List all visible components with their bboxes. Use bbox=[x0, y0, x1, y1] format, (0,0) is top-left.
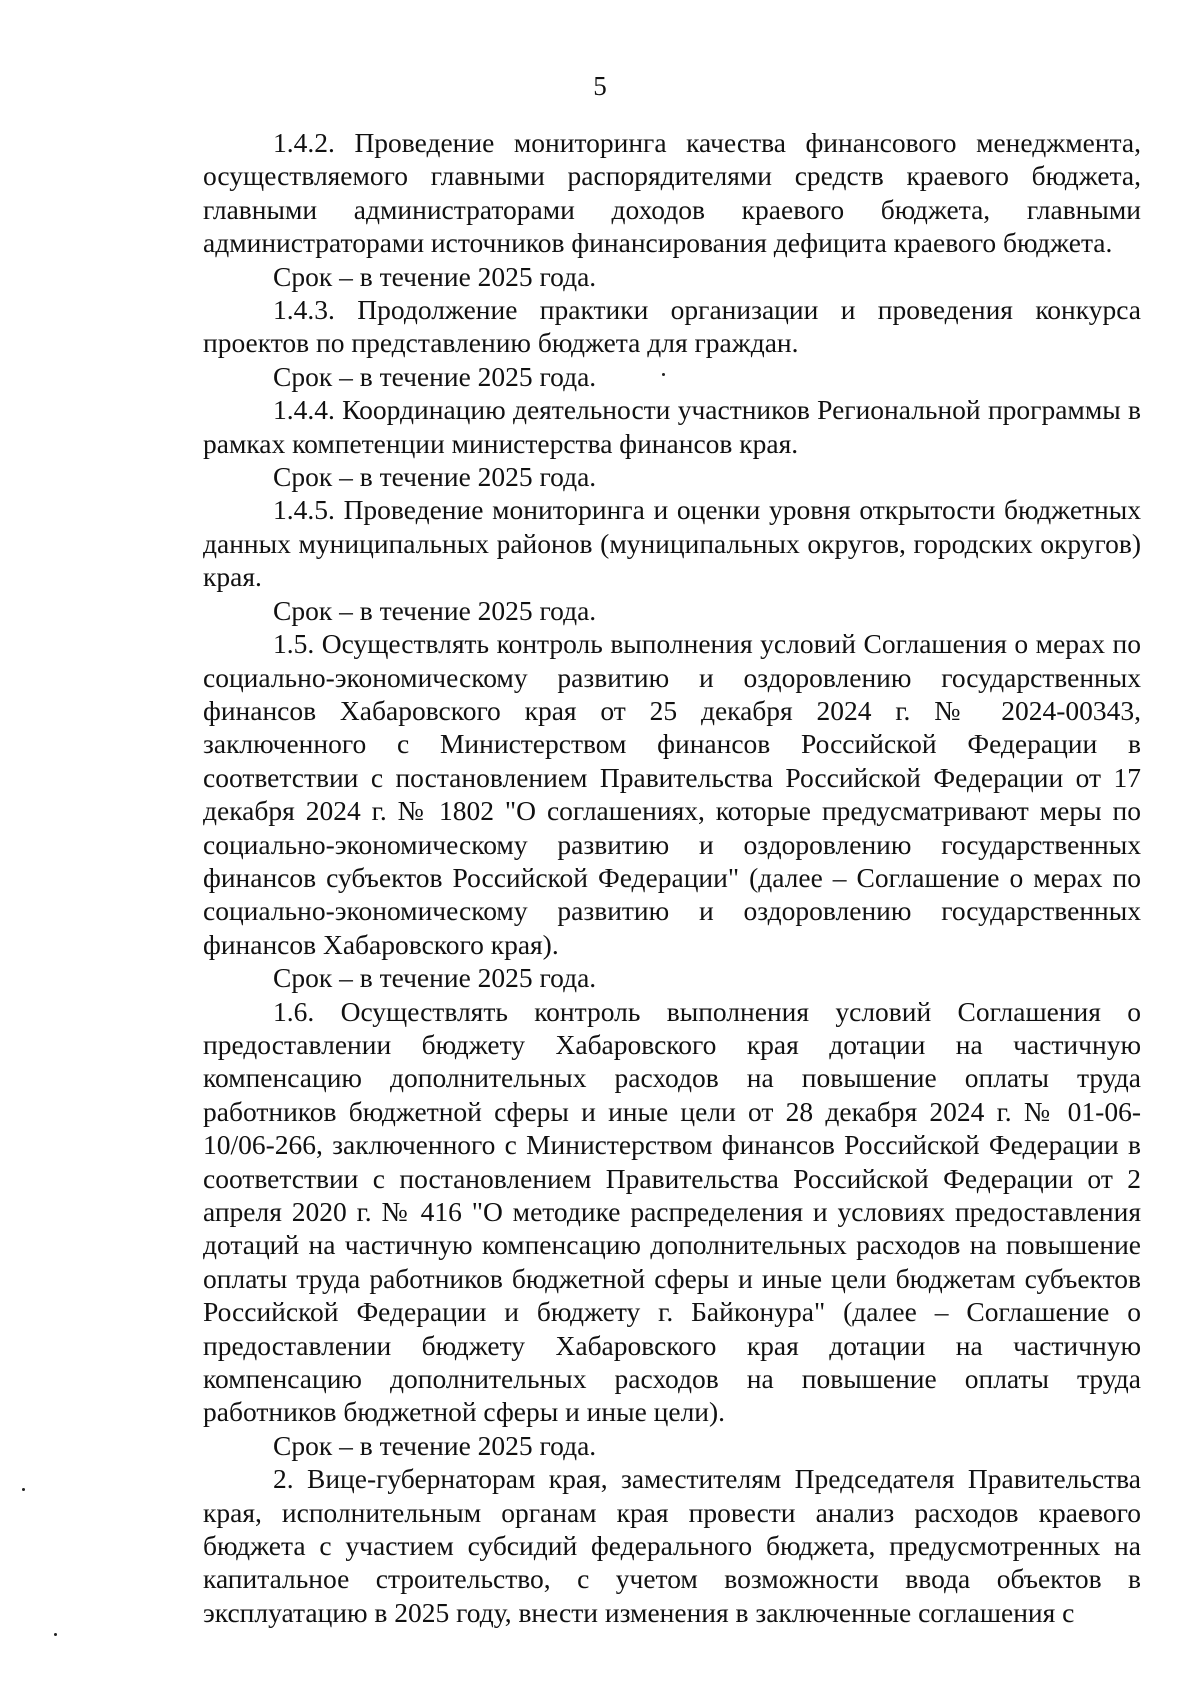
paragraph-1-6: 1.6. Осуществлять контроль выполнения условий Соглашения о предоставлении бюджету Хабаровского края дотации на частичную компенсацию дополнительных расходов на повышение оплаты труда работников бюджетной сферы и иные цели от 28 декабря 2024 г. № 01-06-10/06-266, заключенного с Министерством финансов Российской Федерации в соответствии с постановлением Правительства Российской Федерации от 2 апреля 2020 г. № 416 "О методике распределения и условиях предоставления дотаций на частичную компенсацию дополнительных расходов на повышение оплаты труда работников бюджетной сферы и иные цели бюджетам субъектов Российской Федерации и бюджету г. Байконура" (далее – Соглашение о предоставлении бюджету Хабаровского края дотации на частичную компенсацию дополнительных расходов на повышение оплаты труда работников бюджетной сферы и иные цели). bbox=[203, 995, 1141, 1428]
deadline-1-4-5: Срок – в течение 2025 года. bbox=[273, 594, 597, 626]
paragraph-1-4-5: 1.4.5. Проведение мониторинга и оценки уровня открытости бюджетных данных муниципальных районов (муниципальных округов, городских округов) края. bbox=[203, 494, 1141, 593]
deadline-1-4-2: Срок – в течение 2025 года. bbox=[273, 260, 597, 292]
scan-speck bbox=[54, 1633, 57, 1636]
page-number: 5 bbox=[593, 71, 607, 101]
deadline-1-4-3: Срок – в течение 2025 года. bbox=[273, 360, 597, 392]
paragraph-2: 2. Вице-губернаторам края, заместителям Председателя Правительства края, исполнительным органам края провести анализ расходов краевого бюджета с участием субсидий федерального бюджета, предусмотренных на капитальное строительство, с учетом возможности ввода объектов в эксплуатацию в 2025 году, внести изменения в заключенные соглашения с bbox=[203, 1463, 1141, 1628]
scan-speck bbox=[662, 373, 665, 376]
deadline-1-4-4: Срок – в течение 2025 года. bbox=[273, 461, 597, 493]
paragraph-1-5: 1.5. Осуществлять контроль выполнения условий Соглашения о мерах по социально-экономическому развитию и оздоровлению государственных финансов Хабаровского края от 25 декабря 2024 г. № 2024-00343, заключенного с Министерством финансов Российской Федерации в соответствии с постановлением Правительства Российской Федерации от 17 декабря 2024 г. № 1802 "О соглашениях, которые предусматривают меры по социально-экономическому развитию и оздоровлению государственных финансов субъектов Российской Федерации" (далее – Соглашение о мерах по социально-экономическому развитию и оздоровлению государственных финансов Хабаровского края). bbox=[203, 628, 1141, 960]
document-body bbox=[203, 126, 1141, 1629]
paragraph-1-4-2: 1.4.2. Проведение мониторинга качества финансового менеджмента, осуществляемого главными распорядителями средств краевого бюджета, главными администраторами доходов краевого бюджета, главными администраторами источников финансирования дефицита краевого бюджета. bbox=[203, 127, 1141, 259]
deadline-1-6: Срок – в течение 2025 года. bbox=[273, 1429, 597, 1461]
scan-speck bbox=[22, 1488, 25, 1491]
paragraph-1-4-4: 1.4.4. Координацию деятельности участников Региональной программы в рамках компетенции министерства финансов края. bbox=[203, 394, 1141, 459]
paragraph-1-4-3: 1.4.3. Продолжение практики организации и проведения конкурса проектов по представлению бюджета для граждан. bbox=[203, 294, 1141, 359]
deadline-1-5: Срок – в течение 2025 года. bbox=[273, 962, 597, 994]
